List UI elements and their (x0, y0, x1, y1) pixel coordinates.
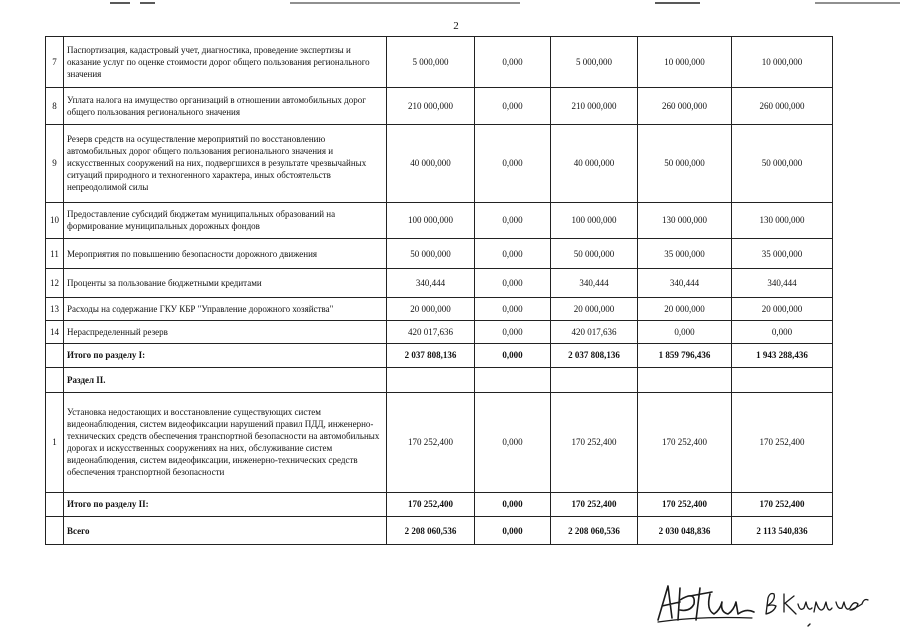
table-row (46, 268, 833, 297)
row-description: Паспортизация, кадастровый учет, диагностика, проведение экспертизы и оказание услуг по оценке стоимости дорог общего пользования регионального значения (64, 37, 387, 88)
row-description: Нераспределенный резерв (64, 321, 387, 343)
row-value: 170 252,400 (551, 392, 638, 492)
row-value: 20 000,000 (638, 297, 732, 321)
row-description: Расходы на содержание ГКУ КБР "Управление дорожного хозяйства" (64, 297, 387, 321)
row-value: 0,000 (475, 239, 551, 269)
row-number: 8 (46, 88, 64, 125)
row-value: 340,444 (551, 268, 638, 297)
row-value: 340,444 (638, 268, 732, 297)
table-row (46, 124, 833, 202)
total-value: 170 252,400 (551, 492, 638, 517)
row-description: Установка недостающих и восстановление существующих систем видеонаблюдения, систем видеофиксации нарушений правил ПДД, инженерно-технических средств обеспечения транспортной безопасности на автомобильных дорогах и искусственных сооружениях на них, обслуживание систем видеонаблюдения, систем видеофиксации, инженерно-технических средств обеспечения транспортной безопасности (64, 392, 387, 492)
row-value: 0,000 (475, 88, 551, 125)
row-value: 130 000,000 (732, 202, 833, 239)
row-value: 0,000 (475, 268, 551, 297)
row-value: 130 000,000 (638, 202, 732, 239)
row-value: 5 000,000 (387, 37, 475, 88)
page-number: 2 (453, 20, 459, 32)
total-value: 0,000 (475, 517, 551, 545)
total-value: 0,000 (475, 492, 551, 517)
total-label: Итого по разделу I: (64, 343, 387, 368)
total-value: 2 037 808,136 (387, 343, 475, 368)
empty-cell (732, 368, 833, 393)
table-row (46, 202, 833, 239)
row-value: 0,000 (475, 37, 551, 88)
row-value: 20 000,000 (387, 297, 475, 321)
total-value: 1 943 288,436 (732, 343, 833, 368)
row-number: 12 (46, 268, 64, 297)
table-row (46, 37, 833, 88)
row-number (46, 517, 64, 545)
row-value: 0,000 (475, 297, 551, 321)
table-row (46, 297, 833, 321)
row-number: 7 (46, 37, 64, 88)
section-heading: Раздел II. (64, 368, 387, 393)
row-value: 0,000 (475, 202, 551, 239)
table-row (46, 392, 833, 492)
table-row (46, 321, 833, 343)
total-value: 170 252,400 (638, 492, 732, 517)
row-value: 40 000,000 (387, 124, 475, 202)
row-description: Предоставление субсидий бюджетам муниципальных образований на формирование муниципальных дорожных фондов (64, 202, 387, 239)
empty-cell (475, 368, 551, 393)
row-value: 260 000,000 (732, 88, 833, 125)
total-value: 2 030 048,836 (638, 517, 732, 545)
table-row (46, 239, 833, 269)
empty-cell (387, 368, 475, 393)
table-row (46, 88, 833, 125)
row-value: 10 000,000 (638, 37, 732, 88)
row-value: 170 252,400 (387, 392, 475, 492)
row-description: Проценты за пользование бюджетными кредитами (64, 268, 387, 297)
handwritten-signature (650, 580, 880, 630)
row-number: 1 (46, 392, 64, 492)
row-value: 420 017,636 (387, 321, 475, 343)
row-value: 5 000,000 (551, 37, 638, 88)
row-description: Уплата налога на имущество организаций в отношении автомобильных дорог общего пользования регионального значения (64, 88, 387, 125)
budget-table (45, 36, 833, 545)
total-label: Всего (64, 517, 387, 545)
total-label: Итого по разделу II: (64, 492, 387, 517)
empty-cell (638, 368, 732, 393)
row-value: 0,000 (638, 321, 732, 343)
total-value: 170 252,400 (732, 492, 833, 517)
row-description: Резерв средств на осуществление мероприятий по восстановлению автомобильных дорог общего пользования регионального значения и искусственных сооружений на них, подвергшихся в результате чрезвычайных ситуаций природного и техногенного характера, иных обстоятельств непреодолимой силы (64, 124, 387, 202)
row-number (46, 368, 64, 393)
row-value: 260 000,000 (638, 88, 732, 125)
row-value: 340,444 (732, 268, 833, 297)
row-value: 170 252,400 (732, 392, 833, 492)
total-value: 170 252,400 (387, 492, 475, 517)
top-edge-marks (0, 0, 905, 8)
total-value: 2 208 060,536 (551, 517, 638, 545)
total-value: 2 208 060,536 (387, 517, 475, 545)
row-value: 420 017,636 (551, 321, 638, 343)
row-value: 35 000,000 (638, 239, 732, 269)
row-number (46, 492, 64, 517)
empty-cell (551, 368, 638, 393)
row-value: 20 000,000 (732, 297, 833, 321)
row-number (46, 343, 64, 368)
row-value: 0,000 (475, 321, 551, 343)
row-description: Мероприятия по повышению безопасности дорожного движения (64, 239, 387, 269)
row-number: 10 (46, 202, 64, 239)
row-value: 340,444 (387, 268, 475, 297)
row-value: 35 000,000 (732, 239, 833, 269)
total-value: 1 859 796,436 (638, 343, 732, 368)
row-value: 0,000 (732, 321, 833, 343)
row-value: 0,000 (475, 392, 551, 492)
row-value: 50 000,000 (732, 124, 833, 202)
row-value: 50 000,000 (638, 124, 732, 202)
row-number: 13 (46, 297, 64, 321)
section2-total-row (46, 492, 833, 517)
row-value: 170 252,400 (638, 392, 732, 492)
total-value: 0,000 (475, 343, 551, 368)
row-value: 10 000,000 (732, 37, 833, 88)
row-value: 40 000,000 (551, 124, 638, 202)
total-value: 2 113 540,836 (732, 517, 833, 545)
row-value: 50 000,000 (387, 239, 475, 269)
total-value: 2 037 808,136 (551, 343, 638, 368)
section1-total-row (46, 343, 833, 368)
row-value: 100 000,000 (387, 202, 475, 239)
row-value: 20 000,000 (551, 297, 638, 321)
grand-total-row (46, 517, 833, 545)
row-number: 9 (46, 124, 64, 202)
row-number: 14 (46, 321, 64, 343)
row-value: 210 000,000 (387, 88, 475, 125)
row-number: 11 (46, 239, 64, 269)
row-value: 0,000 (475, 124, 551, 202)
section2-header-row (46, 368, 833, 393)
row-value: 210 000,000 (551, 88, 638, 125)
row-value: 50 000,000 (551, 239, 638, 269)
row-value: 100 000,000 (551, 202, 638, 239)
